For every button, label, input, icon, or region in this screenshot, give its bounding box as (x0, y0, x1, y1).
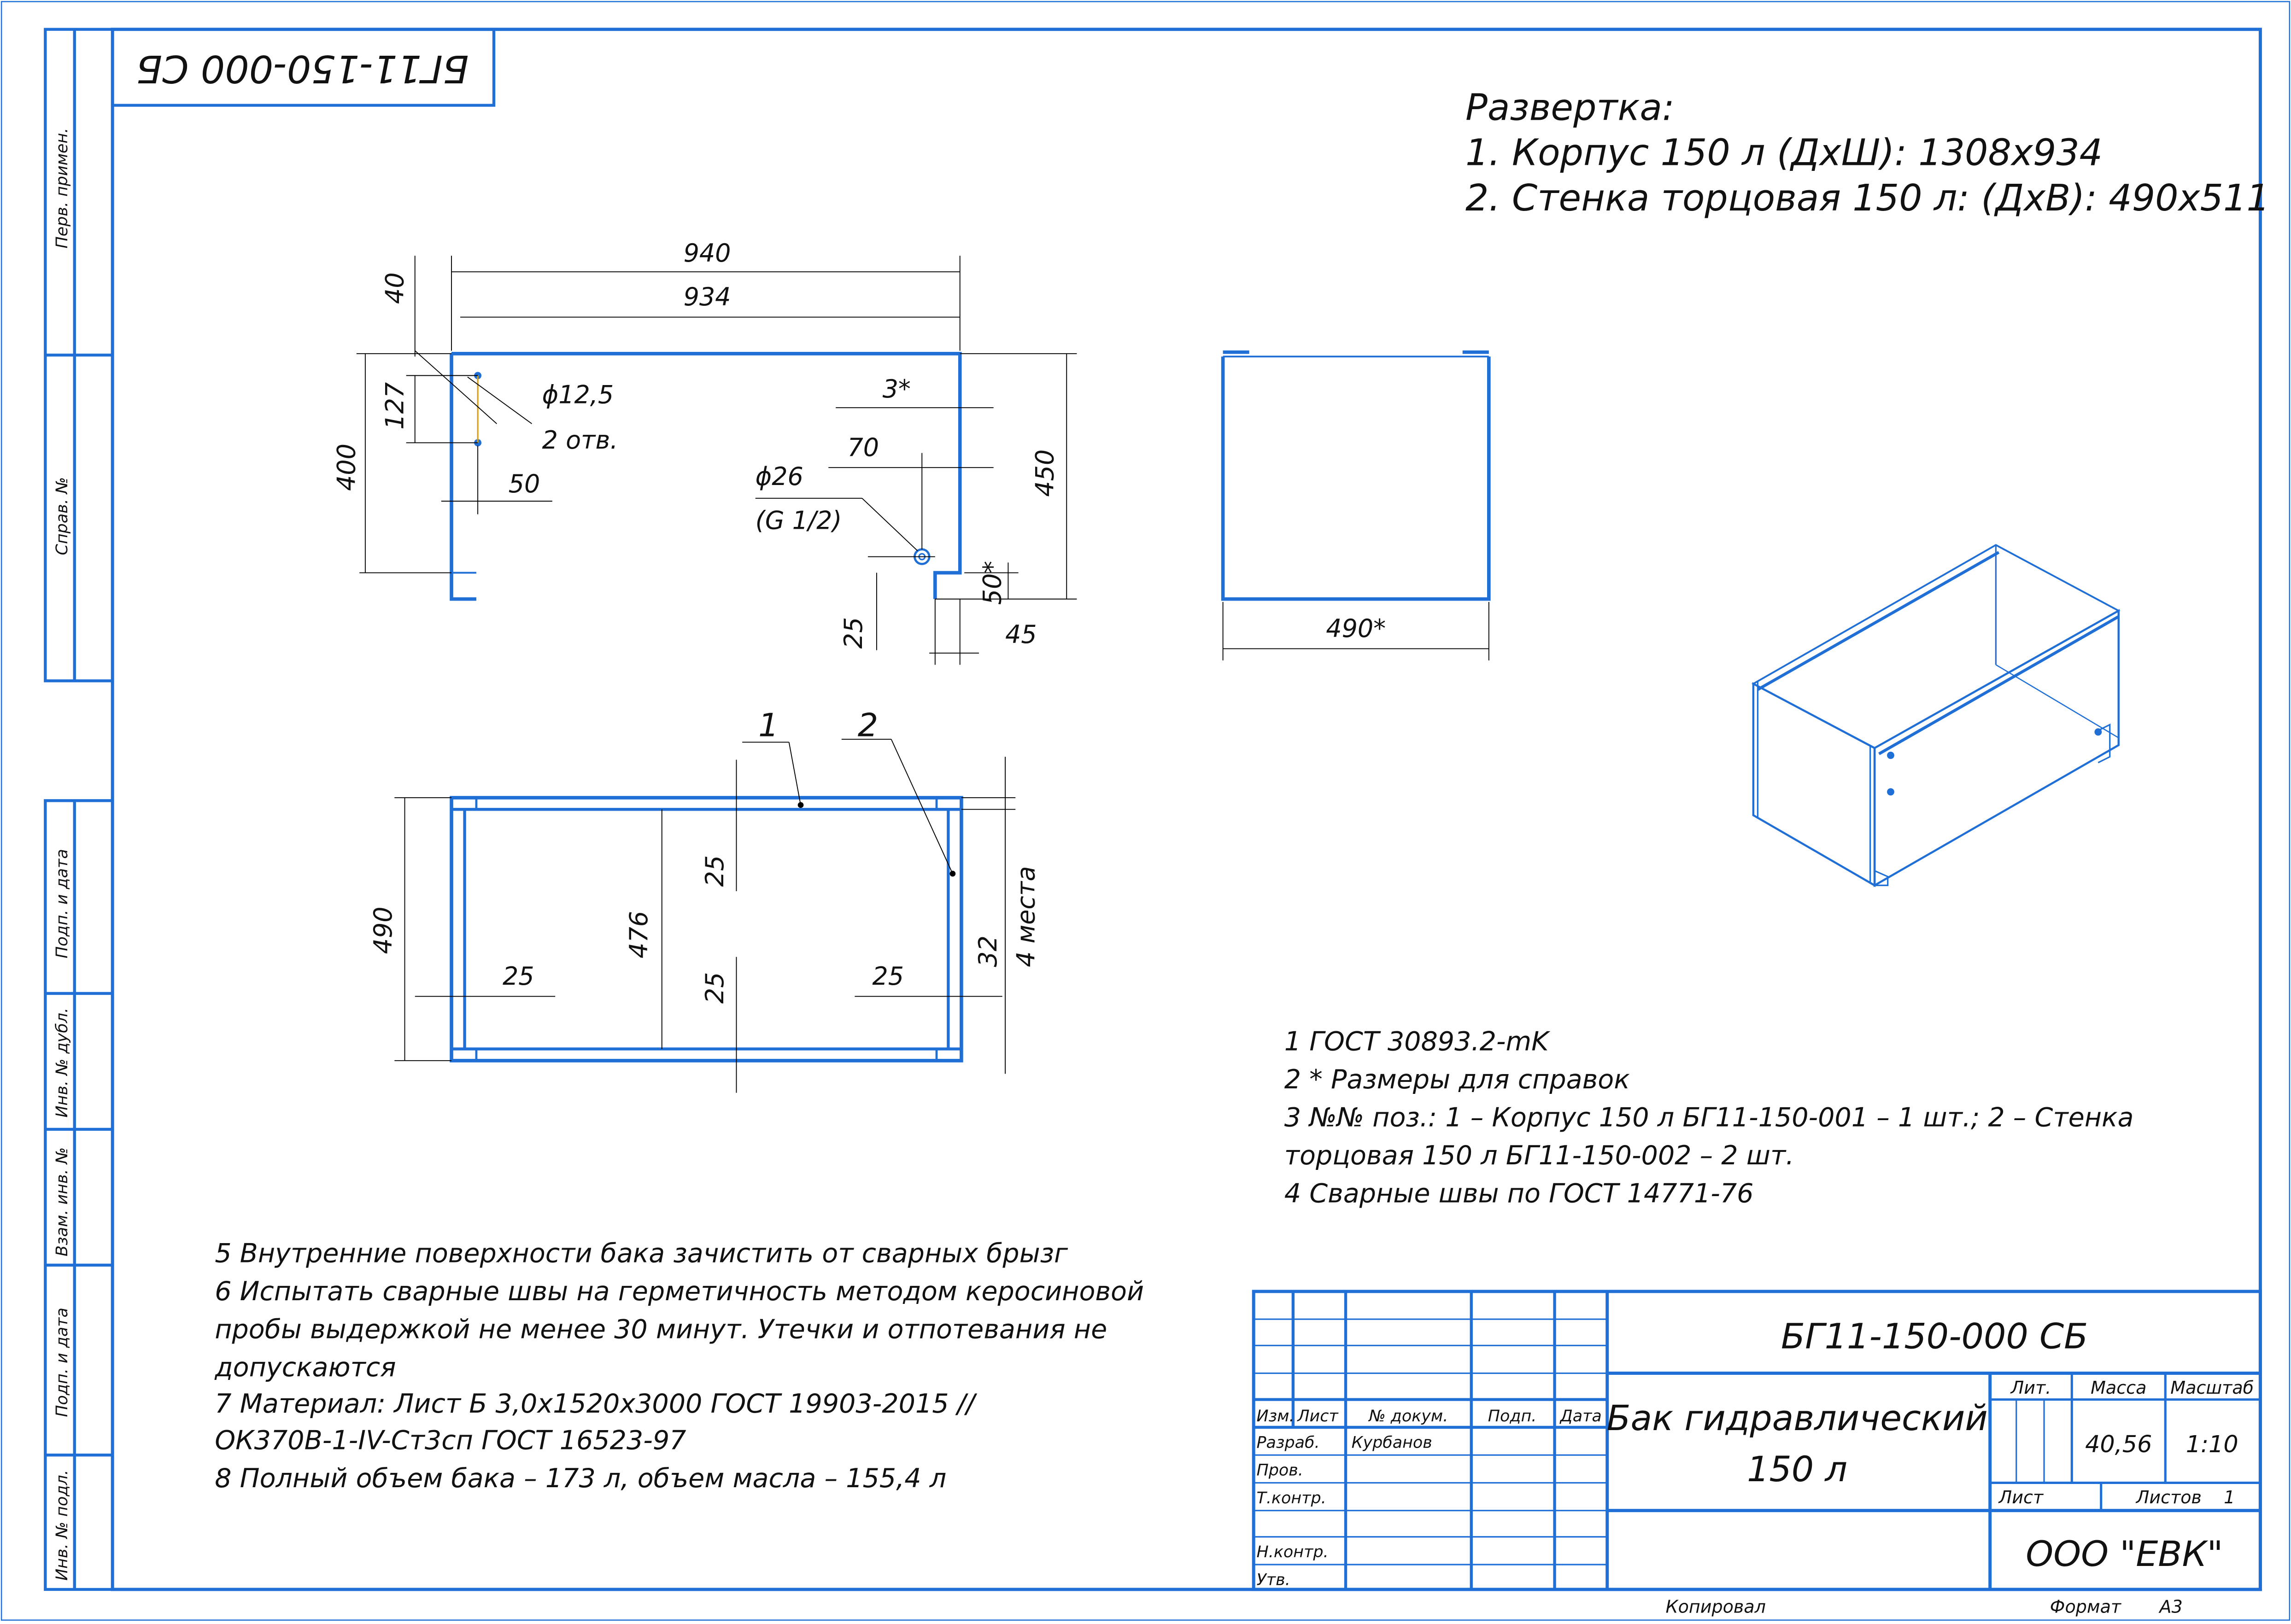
tb-col-data: Дата (1560, 1407, 1602, 1426)
note-7: 7 Материал: Лист Б 3,0х1520х3000 ГОСТ 19903-2015 // (215, 1389, 975, 1420)
note-7-cont: ОК370В-1-IV-Ст3сп ГОСТ 16523-97 (215, 1425, 686, 1456)
note-8: 8 Полный объем бака – 173 л, объем масла – 155,4 л (215, 1463, 947, 1494)
tb-list-label: Лист (1998, 1487, 2044, 1507)
position-1: 1 (758, 707, 779, 744)
dim-side-490: 490* (1326, 614, 1386, 643)
tb-masshtab-label: Масштаб (2170, 1377, 2254, 1398)
note-6-cont1: пробы выдержкой не менее 30 минут. Утечки и отпотевания не (215, 1314, 1107, 1345)
note-1: 1 ГОСТ 30893.2-mK (1284, 1026, 1549, 1057)
dim-70: 70 (847, 432, 879, 462)
dim-50-ref: 50* (978, 561, 1007, 605)
top-dimension-lines (394, 739, 1015, 1093)
tb-utv: Утв. (1256, 1571, 1290, 1589)
tb-razrab-name: Курбанов (1351, 1433, 1432, 1452)
tb-tkontr: Т.контр. (1256, 1489, 1326, 1507)
dim-26: ϕ26 (755, 462, 803, 491)
note-6-cont2: допускаются (215, 1352, 396, 1383)
side-label-sprav-no: Справ. № (53, 477, 71, 555)
front-dimension-texts (332, 239, 1060, 649)
dim-934: 934 (683, 282, 731, 312)
tb-name-line1: Бак гидравлический (1606, 1397, 1988, 1439)
dim-hole-count: 2 отв. (542, 425, 618, 455)
note-3-cont: торцовая 150 л БГ11-150-002 – 2 шт. (1284, 1140, 1794, 1171)
development-title: Развертка: (1465, 86, 1675, 129)
dim-127: 127 (380, 382, 410, 430)
top-view (451, 798, 961, 1061)
tb-col-list: Лист (1297, 1407, 1338, 1426)
dim-top-places: 4 места (1011, 866, 1041, 967)
dim-top-25-left: 25 (503, 961, 534, 991)
tb-prov: Пров. (1256, 1461, 1303, 1480)
tb-org: ООО "ЕВК" (2026, 1533, 2223, 1575)
dim-45: 45 (1005, 619, 1037, 649)
tb-massa: 40,56 (2085, 1430, 2152, 1458)
dim-top-490: 490 (368, 906, 398, 954)
title-block-texts (1257, 1316, 2254, 1589)
tb-name-line2: 150 л (1746, 1449, 1848, 1490)
dim-50: 50 (508, 469, 540, 499)
tb-col-dokum: № докум. (1369, 1407, 1448, 1426)
tb-listov-label: Листов (2136, 1487, 2202, 1507)
footer-format-label: Формат (2050, 1596, 2121, 1617)
side-label-vzam-inv: Взам. инв. № (53, 1147, 71, 1256)
tb-designation: БГ11-150-000 СБ (1781, 1315, 2088, 1357)
dim-top-25-lower: 25 (700, 972, 729, 1004)
note-6: 6 Испытать сварные швы на герметичность методом керосиновой (215, 1276, 1144, 1307)
dim-hole-diameter: ϕ12,5 (542, 380, 614, 409)
notes-right (1284, 1027, 2134, 1209)
tb-col-izm: Изм. (1256, 1407, 1295, 1426)
side-label-inv-dubl: Инв. № дубл. (53, 1007, 71, 1118)
dim-top-25-right: 25 (872, 961, 904, 991)
note-5: 5 Внутренние поверхности бака зачистить от сварных брызг (215, 1238, 1068, 1269)
notes-left (214, 1238, 1144, 1494)
footer-format: А3 (2159, 1596, 2183, 1617)
side-label-podp-data-2: Подп. и дата (53, 1308, 71, 1417)
tb-col-podp: Подп. (1488, 1407, 1537, 1426)
dim-450: 450 (1030, 449, 1060, 497)
dim-400: 400 (332, 444, 361, 491)
tb-masshtab: 1:10 (2186, 1430, 2238, 1458)
dim-25: 25 (839, 617, 868, 649)
development-line1: 1. Корпус 150 л (ДхШ): 1308х934 (1465, 131, 2103, 174)
note-3: 3 №№ поз.: 1 – Корпус 150 л БГ11-150-001 – 1 шт.; 2 – Стенка (1284, 1102, 2134, 1133)
note-2: 2 * Размеры для справок (1284, 1064, 1630, 1095)
dim-40: 40 (380, 272, 410, 304)
designation-rotated: БГ11-150-000 СБ (136, 46, 469, 91)
dim-top-476: 476 (624, 911, 653, 958)
side-view (1223, 352, 1489, 660)
dim-top-32: 32 (973, 935, 1003, 967)
note-4: 4 Сварные швы по ГОСТ 14771-76 (1284, 1178, 1754, 1209)
tb-massa-label: Масса (2091, 1377, 2147, 1398)
dim-top-25-upper: 25 (700, 855, 729, 887)
position-2: 2 (857, 707, 879, 744)
isometric-view (1753, 545, 2119, 885)
side-label-perv-primen: Перв. примен. (53, 128, 71, 249)
dim-thread: (G 1/2) (755, 506, 842, 535)
dim-3: 3* (882, 374, 911, 403)
tb-listov: 1 (2224, 1487, 2235, 1507)
tb-lit-label: Лит. (2010, 1377, 2051, 1398)
dim-940: 940 (683, 238, 731, 268)
footer-kopiroval: Копировал (1665, 1596, 1766, 1617)
front-dimension-lines (357, 256, 1077, 665)
side-label-inv-podl: Инв. № подл. (53, 1470, 71, 1581)
side-label-podp-data-1: Подп. и дата (53, 849, 71, 958)
top-dimension-texts (369, 707, 1040, 1004)
tb-nkontr: Н.контр. (1256, 1543, 1329, 1562)
development-line2: 2. Стенка торцовая 150 л: (ДхВ): 490х511 (1465, 176, 2270, 219)
tb-razrab: Разраб. (1256, 1433, 1320, 1452)
